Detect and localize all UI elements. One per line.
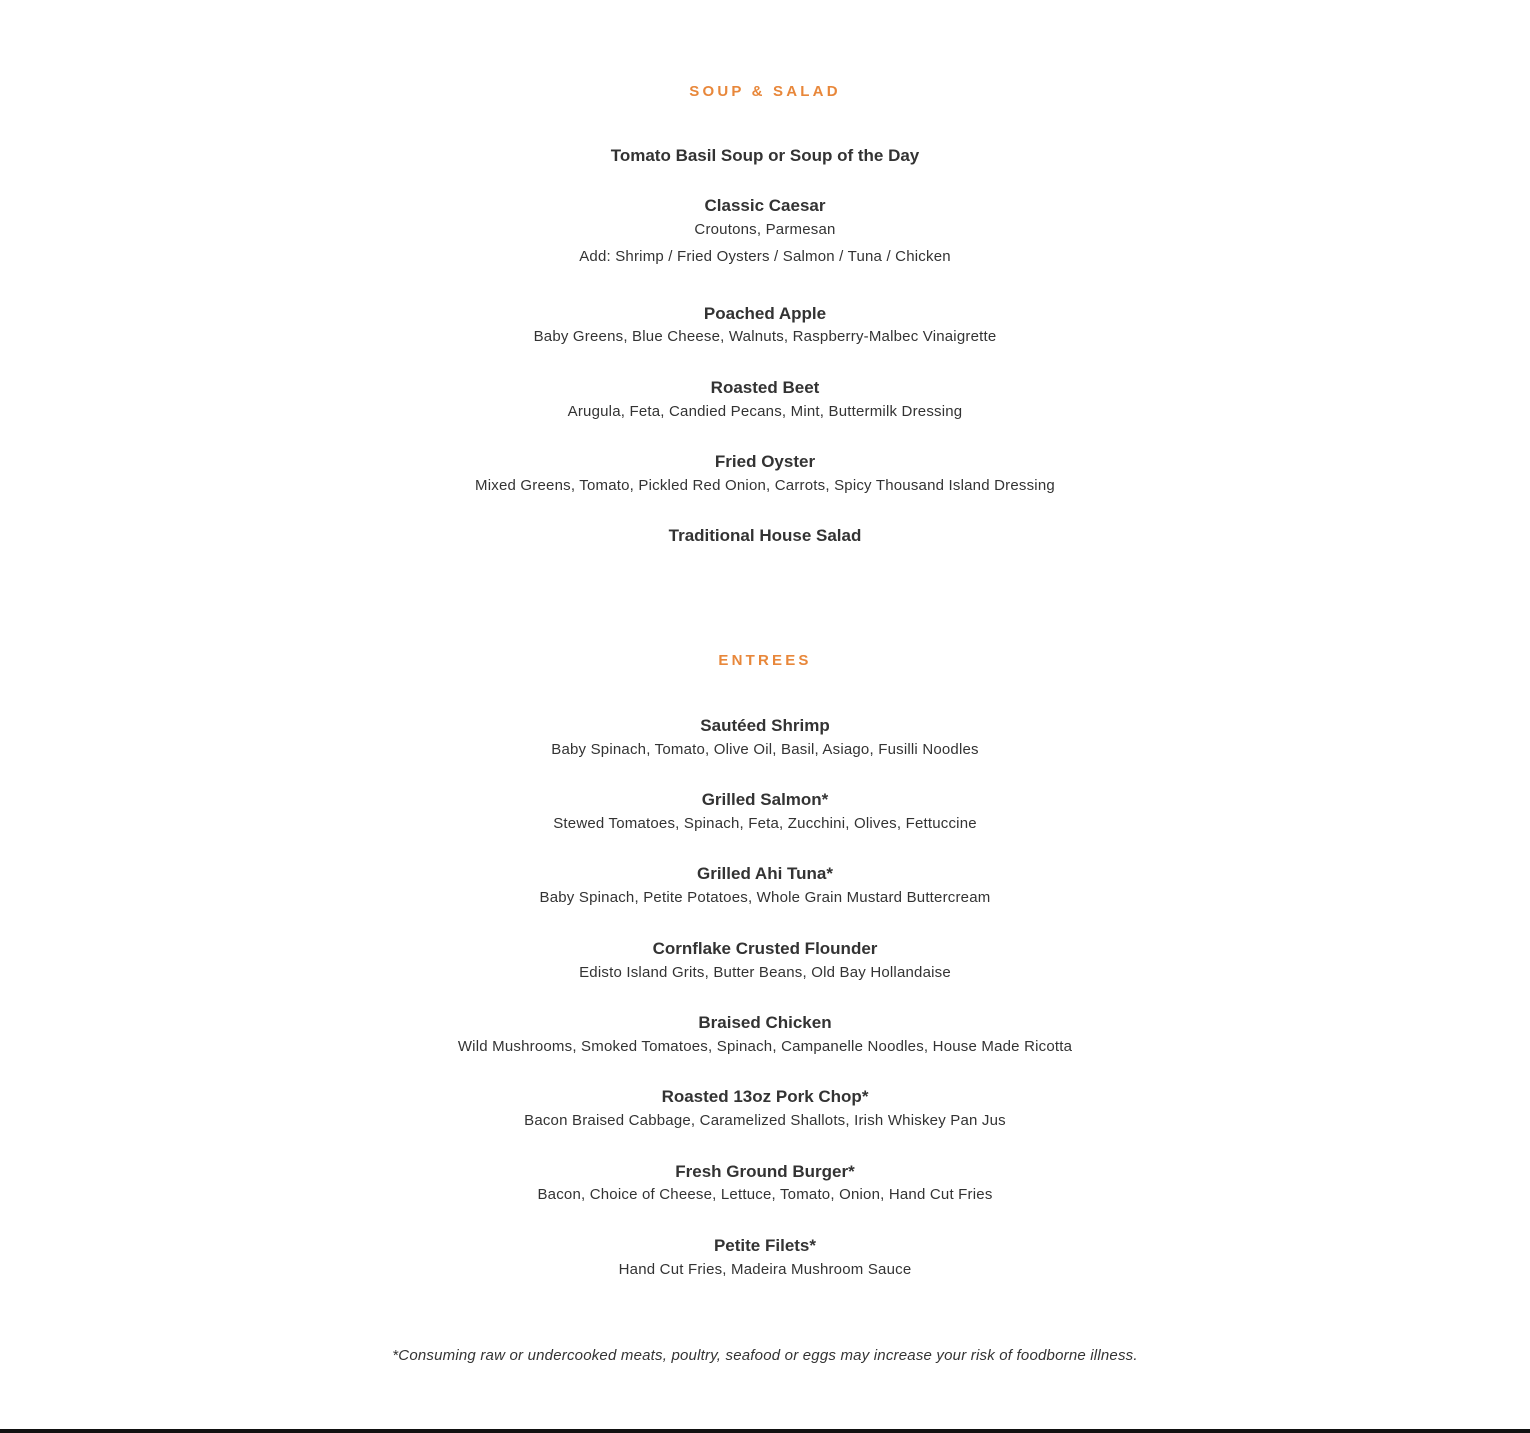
menu-item-description: Bacon Braised Cabbage, Caramelized Shallots, Irish Whiskey Pan Jus	[524, 1112, 1006, 1129]
menu-item-description: Edisto Island Grits, Butter Beans, Old Bay Hollandaise	[579, 964, 951, 981]
menu-item-name: Cornflake Crusted Flounder	[652, 939, 878, 958]
menu-item-name: Poached Apple	[703, 304, 827, 323]
menu-item-name: Grilled Ahi Tuna*	[696, 864, 833, 883]
menu-item-description: Baby Spinach, Petite Potatoes, Whole Grain Mustard Buttercream	[539, 889, 991, 906]
menu-item-description: Wild Mushrooms, Smoked Tomatoes, Spinach, Campanelle Noodles, House Made Ricotta	[457, 1038, 1073, 1055]
menu-item-name: Braised Chicken	[698, 1013, 832, 1032]
menu-item-description: Arugula, Feta, Candied Pecans, Mint, Buttermilk Dressing	[567, 403, 963, 420]
entrees-heading: ENTREES	[718, 652, 812, 669]
menu-item-name: Roasted 13oz Pork Chop*	[661, 1087, 869, 1106]
menu-item-name: Petite Filets*	[713, 1236, 817, 1255]
menu-item-add-ons: Add: Shrimp / Fried Oysters / Salmon / Tuna / Chicken	[579, 248, 951, 265]
menu-item-description: Mixed Greens, Tomato, Pickled Red Onion, Carrots, Spicy Thousand Island Dressing	[475, 477, 1055, 494]
soup-salad-heading: SOUP & SALAD	[689, 83, 841, 100]
menu-item-name: Fried Oyster	[714, 452, 816, 471]
menu-item-name: Tomato Basil Soup or Soup of the Day	[610, 146, 920, 165]
menu-item-name: Classic Caesar	[704, 196, 826, 215]
menu-item-description: Baby Spinach, Tomato, Olive Oil, Basil, Asiago, Fusilli Noodles	[551, 741, 979, 758]
health-advisory-footnote: *Consuming raw or undercooked meats, poultry, seafood or eggs may increase your risk of foodborne illness.	[392, 1347, 1138, 1364]
menu-item-name: Grilled Salmon*	[701, 790, 829, 809]
menu-item-name: Traditional House Salad	[668, 526, 862, 545]
bottom-border	[0, 1429, 1530, 1433]
menu-item-description: Croutons, Parmesan	[694, 221, 836, 238]
menu-item-description: Stewed Tomatoes, Spinach, Feta, Zucchini, Olives, Fettuccine	[553, 815, 977, 832]
menu-item-name: Sautéed Shrimp	[700, 716, 830, 735]
menu-item-description: Hand Cut Fries, Madeira Mushroom Sauce	[618, 1261, 912, 1278]
menu-item-name: Roasted Beet	[710, 378, 820, 397]
menu-item-description: Bacon, Choice of Cheese, Lettuce, Tomato, Onion, Hand Cut Fries	[537, 1186, 993, 1203]
menu-item-description: Baby Greens, Blue Cheese, Walnuts, Raspberry-Malbec Vinaigrette	[533, 328, 997, 345]
menu-item-name: Fresh Ground Burger*	[675, 1162, 855, 1181]
